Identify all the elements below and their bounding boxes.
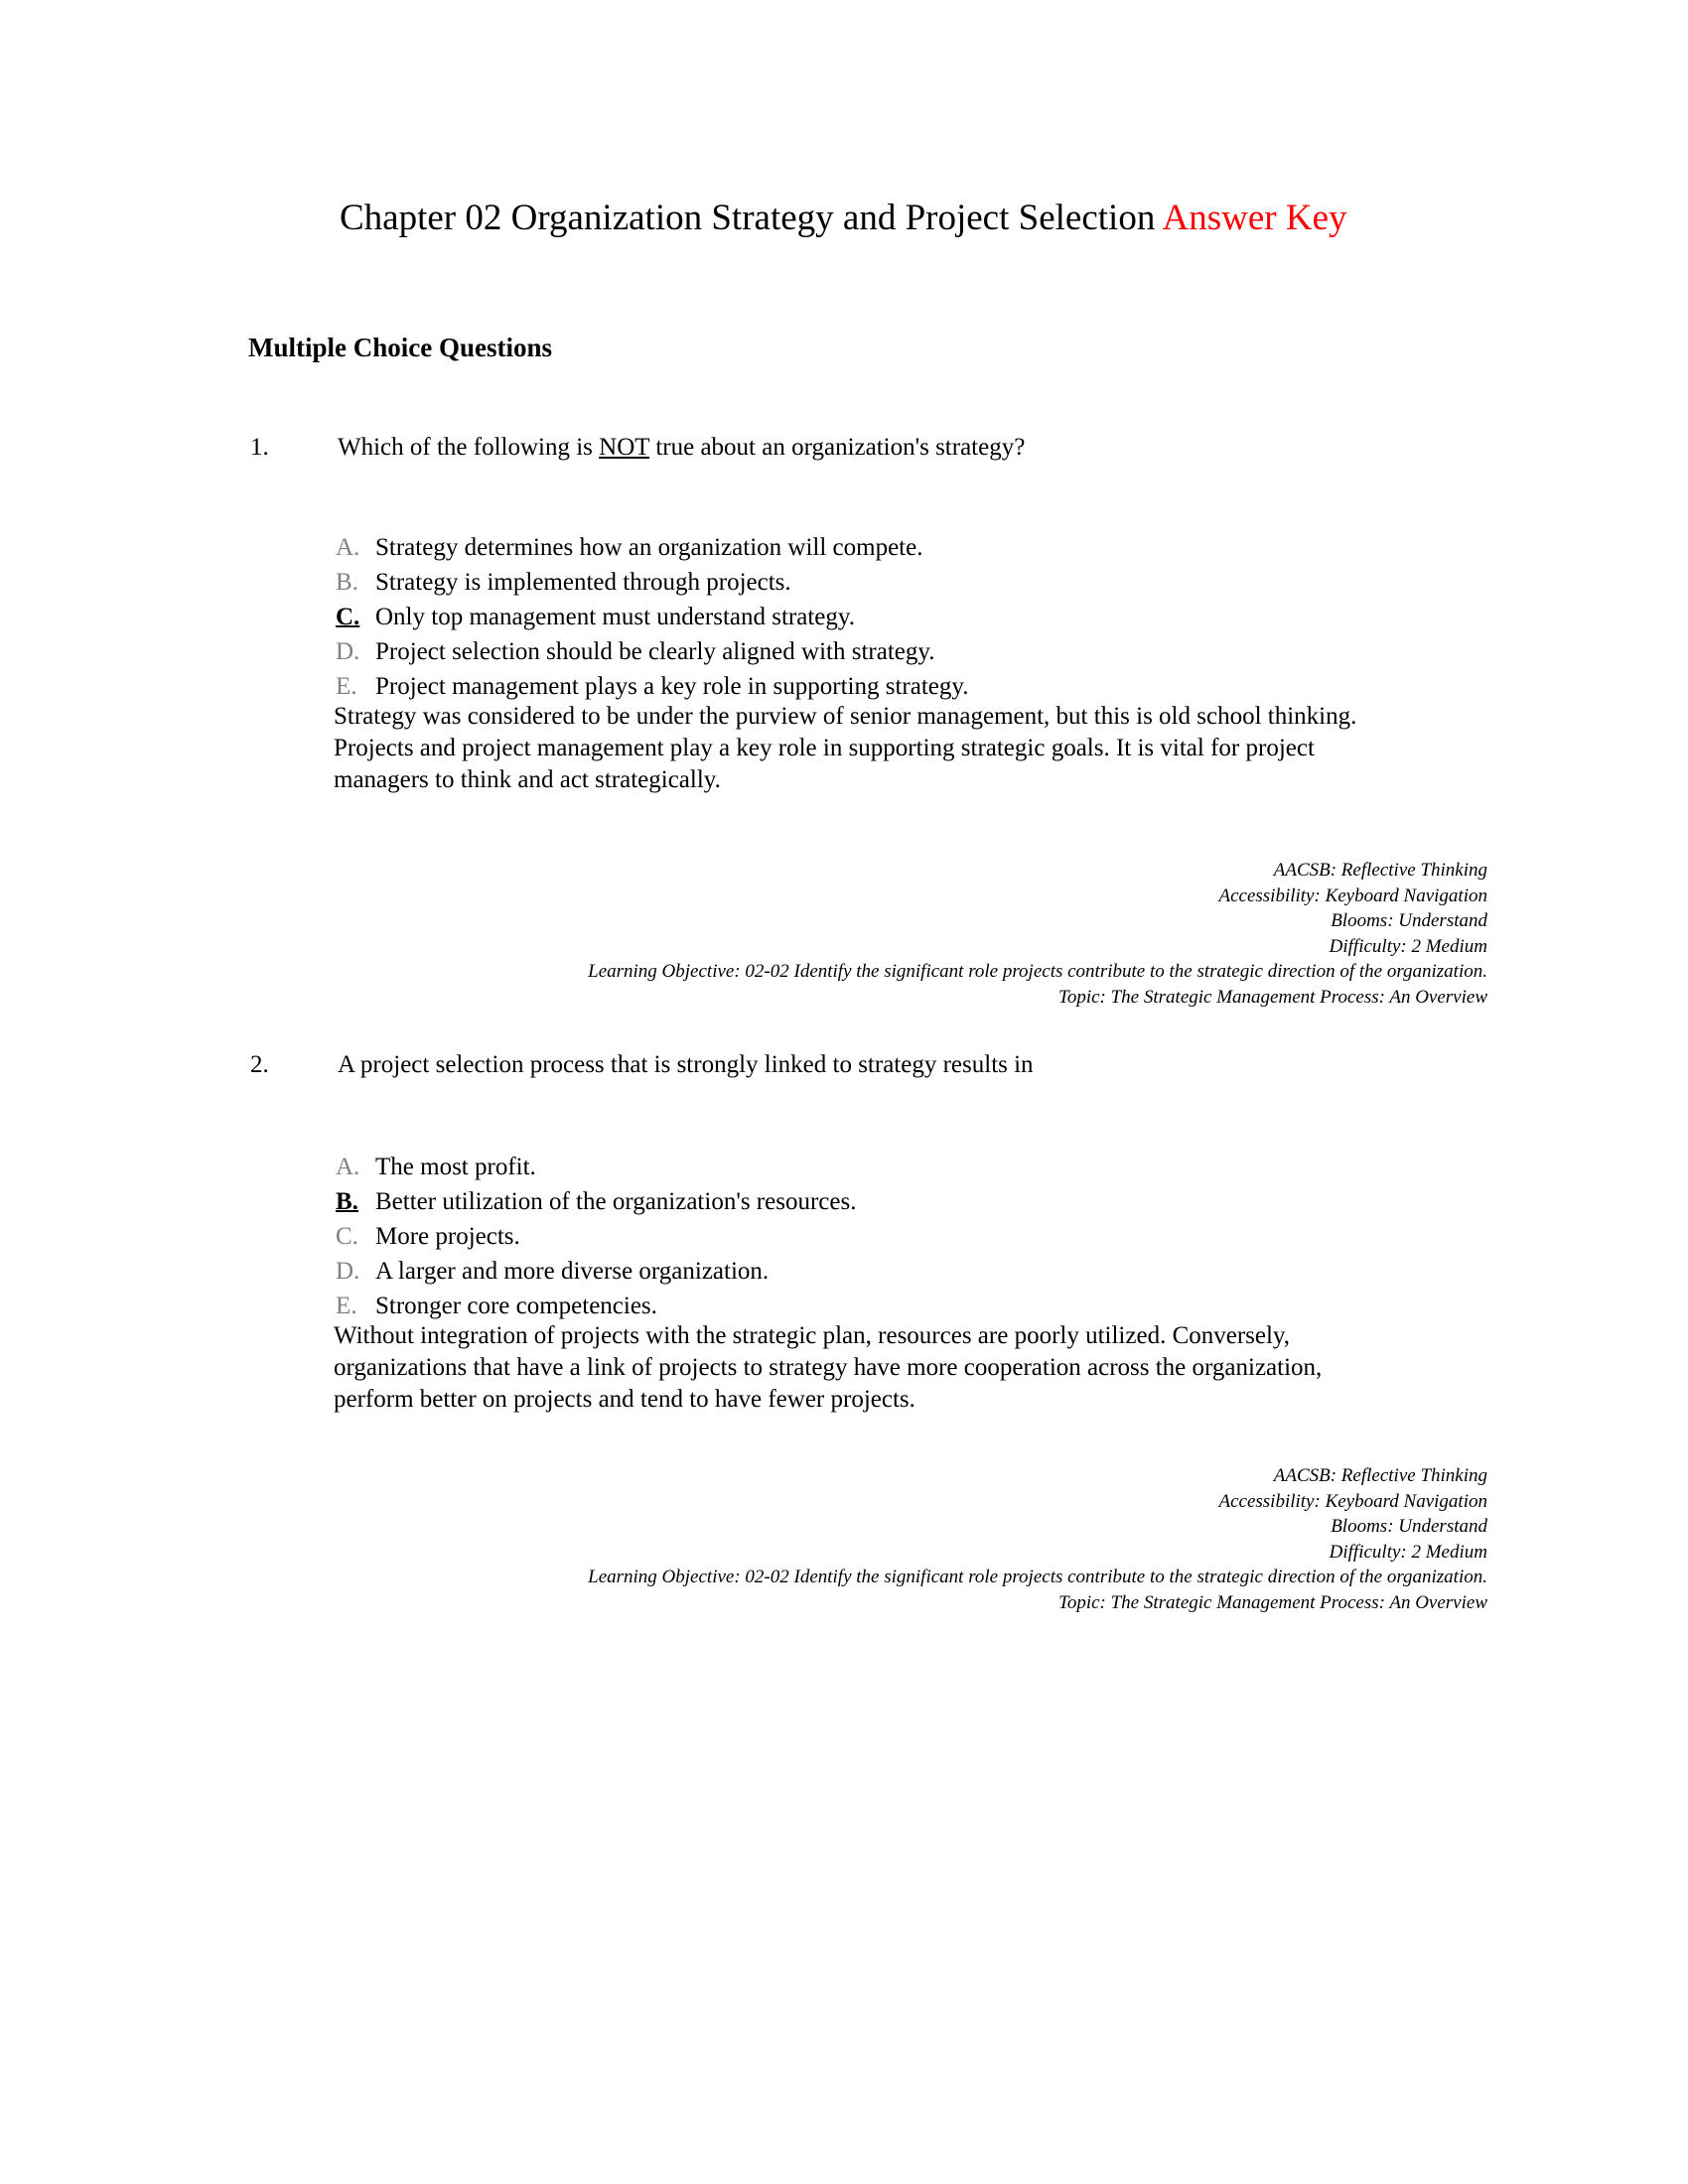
explanation-line: managers to think and act strategically.: [334, 766, 721, 793]
question-1-text: [338, 433, 1025, 463]
title-main: Chapter 02 Organization Strategy and Project Selection: [340, 198, 1156, 238]
meta-accessibility: Accessibility: Keyboard Navigation: [1218, 1490, 1487, 1512]
option-text: Only top management must understand strategy.: [375, 604, 855, 630]
explanation-line: perform better on projects and tend to have fewer projects.: [334, 1386, 915, 1413]
question-text-part: Which of the following is: [338, 434, 600, 461]
option-text: The most profit.: [375, 1154, 536, 1180]
title-answer-key: Answer Key: [1162, 198, 1347, 238]
option-text: A larger and more diverse organization.: [375, 1258, 770, 1285]
question-text-part: A project selection process that is strongly linked to strategy results in: [338, 1051, 1034, 1078]
meta-aacsb: AACSB: Reflective Thinking: [1273, 860, 1487, 881]
question-2-explanation: [334, 1320, 1495, 1416]
option-c: [336, 1219, 856, 1254]
option-letter: E.: [336, 1293, 357, 1319]
question-1-metadata: [588, 858, 1487, 1010]
meta-difficulty: Difficulty: 2 Medium: [1329, 1541, 1487, 1563]
option-b-correct: [336, 1184, 856, 1219]
option-text: Strategy determines how an organization will compete.: [375, 534, 923, 561]
meta-blooms: Blooms: Understand: [1331, 910, 1487, 931]
meta-accessibility: Accessibility: Keyboard Navigation: [1218, 885, 1487, 906]
option-text: Stronger core competencies.: [375, 1293, 657, 1319]
question-1-explanation: [334, 701, 1495, 796]
option-a: [336, 1150, 856, 1184]
option-d: [336, 634, 969, 669]
option-letter: E.: [336, 673, 357, 700]
page-title: [340, 196, 1347, 241]
option-b: [336, 565, 969, 600]
question-2-text: [338, 1050, 1034, 1080]
option-text: Project management plays a key role in supporting strategy.: [375, 673, 969, 700]
option-letter: B.: [336, 569, 358, 596]
question-2-number: 2.: [250, 1051, 269, 1078]
option-text: Strategy is implemented through projects.: [375, 569, 791, 596]
correct-option-letter: C.: [336, 604, 360, 630]
option-text: More projects.: [375, 1223, 520, 1250]
option-letter: A.: [336, 534, 360, 561]
question-2-metadata: [588, 1463, 1487, 1615]
explanation-line: Strategy was considered to be under the purview of senior management, but this is old school thinking.: [334, 703, 1357, 730]
option-text: Better utilization of the organization's resources.: [375, 1188, 857, 1215]
explanation-line: organizations that have a link of projects to strategy have more cooperation across the organization,: [334, 1354, 1323, 1381]
question-1-number: 1.: [250, 434, 269, 461]
option-letter: A.: [336, 1154, 360, 1180]
meta-topic: Topic: The Strategic Management Process: An Overview: [1058, 1591, 1487, 1613]
option-c-correct: [336, 600, 969, 634]
meta-learning-objective: Learning Objective: 02-02 Identify the significant role projects contribute to the strategic direction of the organization.: [588, 961, 1487, 982]
meta-blooms: Blooms: Understand: [1331, 1516, 1487, 1537]
option-d: [336, 1254, 856, 1289]
meta-difficulty: Difficulty: 2 Medium: [1329, 935, 1487, 957]
explanation-line: Without integration of projects with the strategic plan, resources are poorly utilized. Conversely,: [334, 1322, 1291, 1349]
explanation-line: Projects and project management play a key role in supporting strategic goals. It is vital for project: [334, 735, 1315, 761]
option-e: [336, 1289, 856, 1323]
meta-topic: Topic: The Strategic Management Process: An Overview: [1058, 986, 1487, 1008]
section-heading: Multiple Choice Questions: [248, 333, 553, 362]
option-letter: D.: [336, 638, 360, 665]
option-text: Project selection should be clearly aligned with strategy.: [375, 638, 935, 665]
question-emphasis: NOT: [599, 434, 650, 461]
option-e: [336, 669, 969, 704]
correct-option-letter: B.: [336, 1188, 358, 1215]
option-a: [336, 530, 969, 565]
option-letter: C.: [336, 1223, 358, 1250]
meta-learning-objective: Learning Objective: 02-02 Identify the significant role projects contribute to the strategic direction of the organization.: [588, 1567, 1487, 1587]
question-2-options: [336, 1150, 856, 1323]
meta-aacsb: AACSB: Reflective Thinking: [1273, 1465, 1487, 1486]
question-1-options: [336, 530, 969, 704]
option-letter: D.: [336, 1258, 360, 1285]
question-text-part: true about an organization's strategy?: [649, 434, 1026, 461]
